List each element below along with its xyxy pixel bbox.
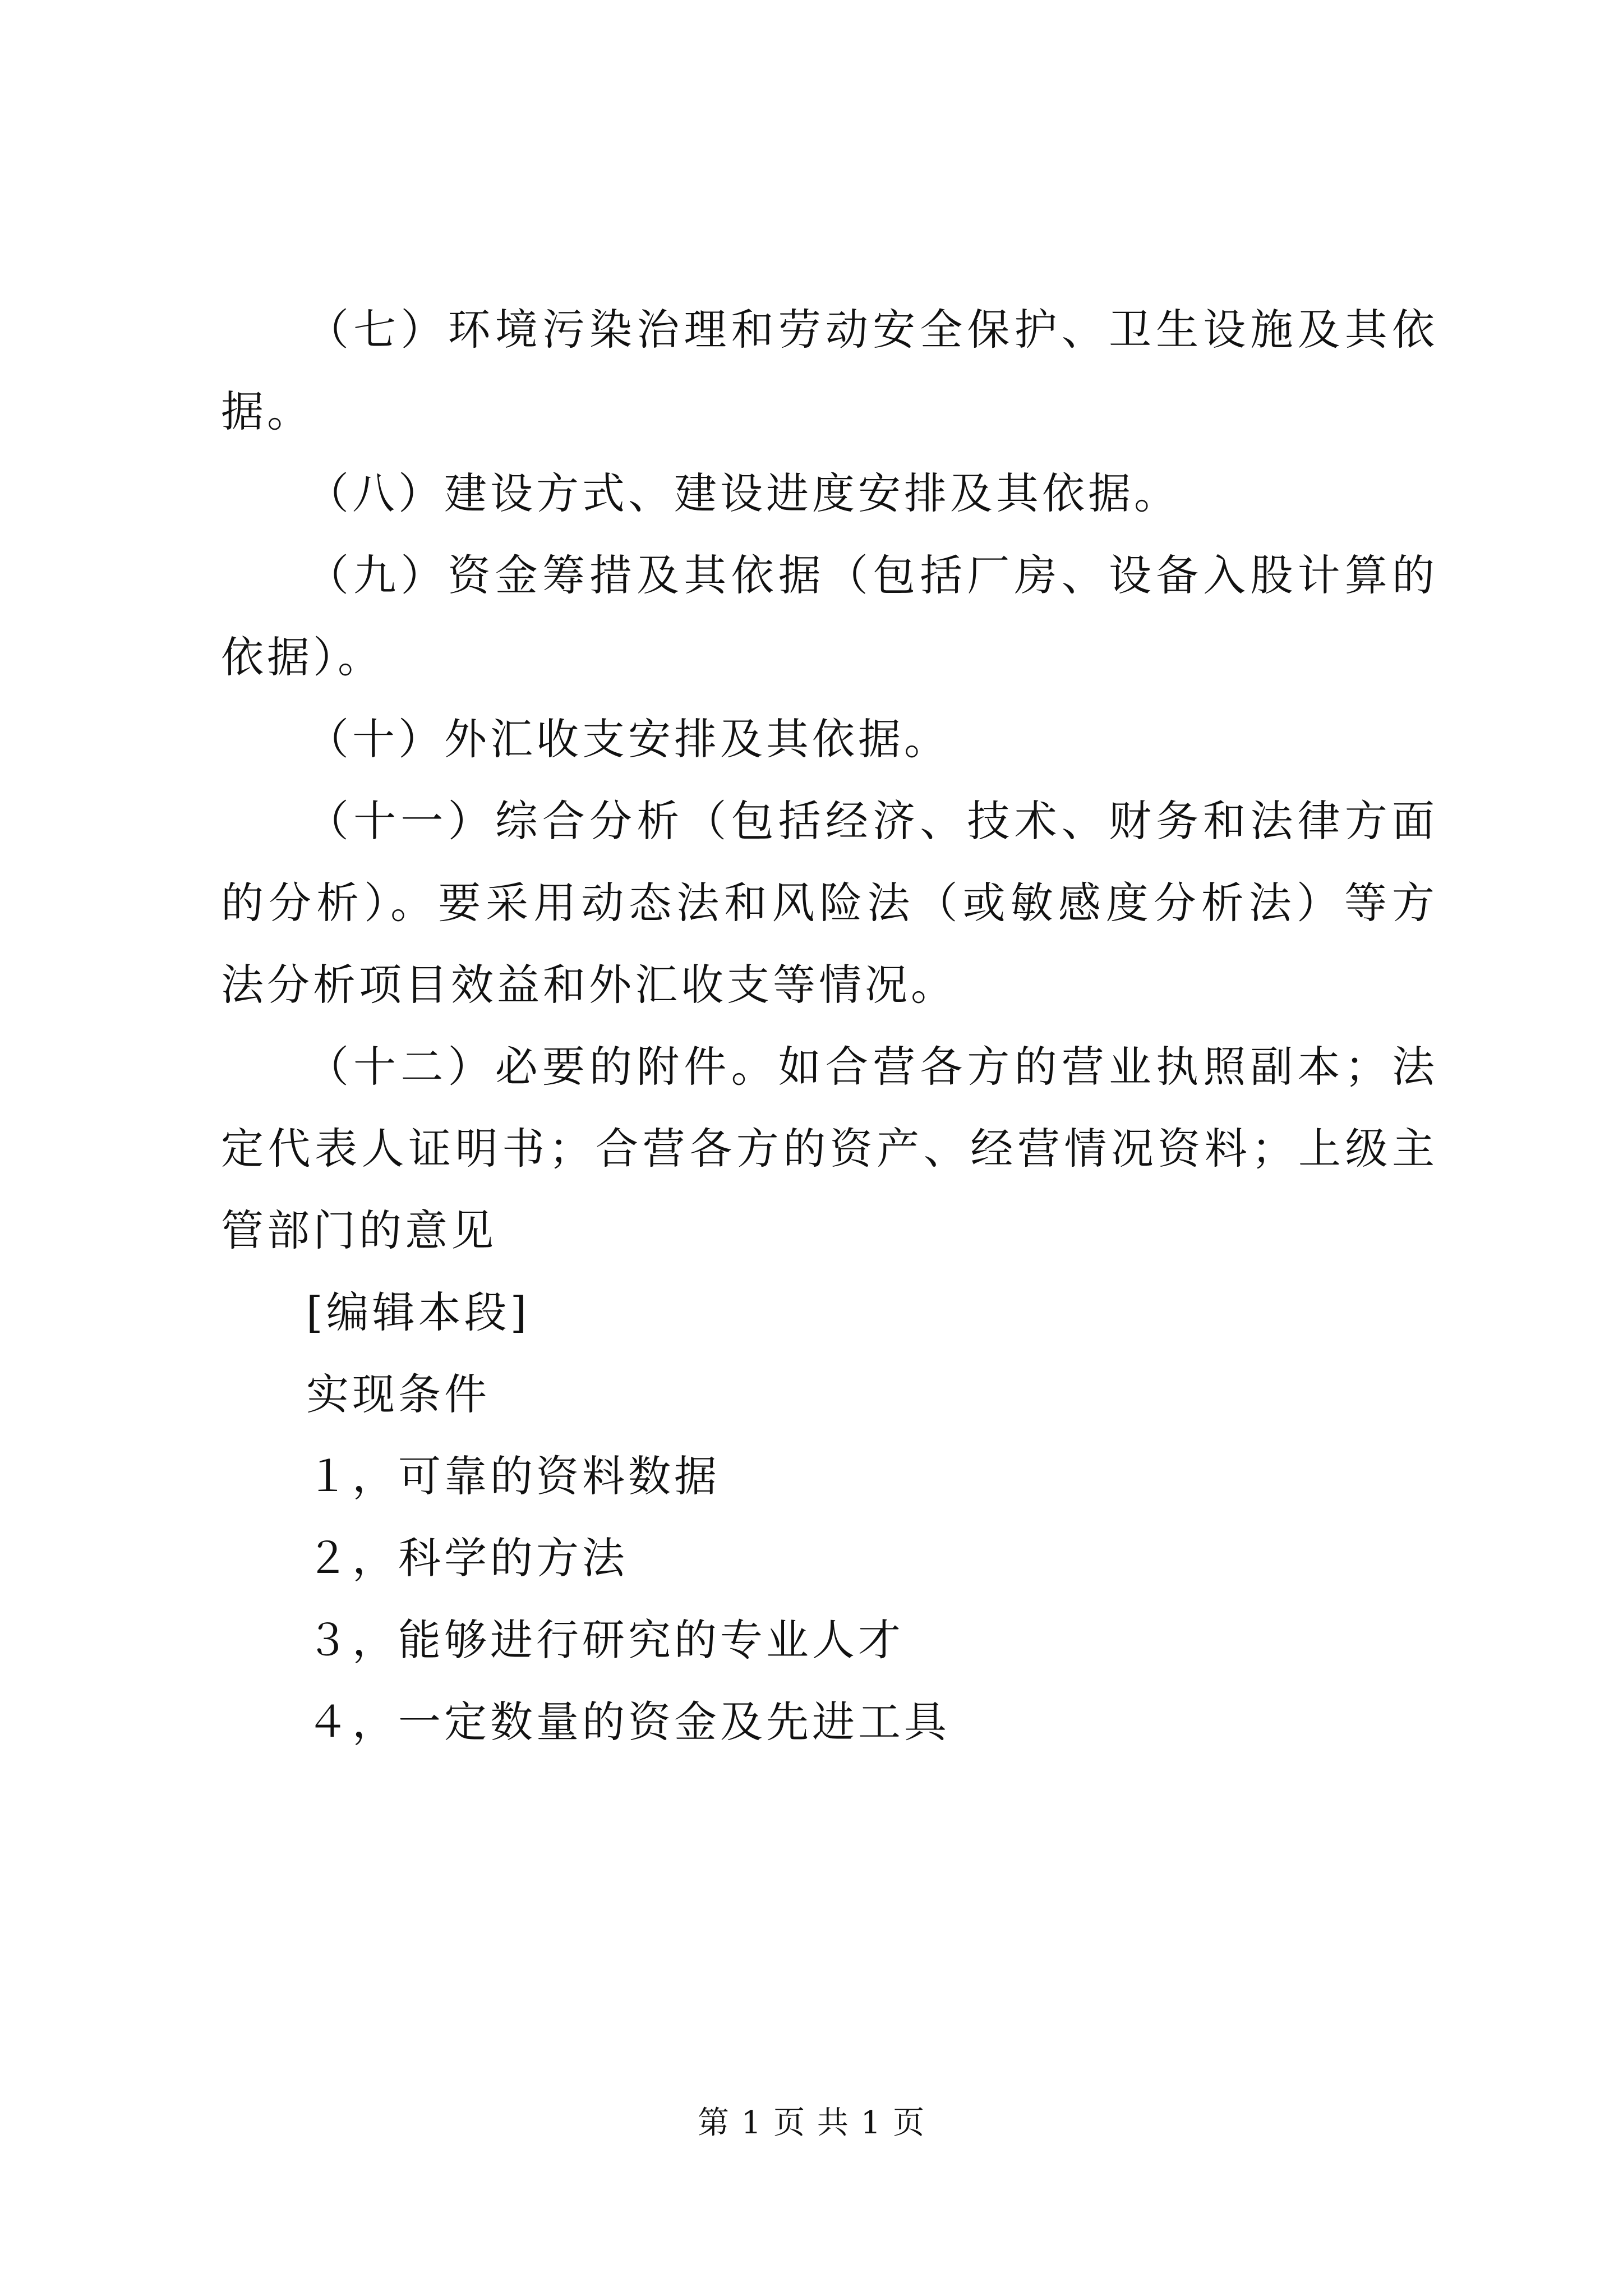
paragraph-11: （十一）综合分析（包括经济、技术、财务和法律方面的分析）。要采用动态法和风险法（或敏感度分析法）等方法分析项目效益和外汇收支等情况。 xyxy=(221,796,1438,1010)
paragraph-9: （九）资金筹措及其依据（包括厂房、设备入股计算的依据）。 xyxy=(221,550,1438,682)
paragraph-10: （十）外汇收支安排及其依据。 xyxy=(306,714,950,764)
edit-section-link[interactable]: [编辑本段] xyxy=(306,1287,531,1337)
list-item: １，可靠的资料数据 xyxy=(306,1451,720,1501)
paragraph-12: （十二）必要的附件。如合营各方的营业执照副本；法定代表人证明书；合营各方的资产、经营情况资料；上级主管部门的意见 xyxy=(221,1042,1438,1255)
document-body xyxy=(221,289,1438,1763)
paragraph-7: （七）环境污染治理和劳动安全保护、卫生设施及其依据。 xyxy=(221,305,1438,436)
list-item: ３，能够进行研究的专业人才 xyxy=(306,1615,904,1665)
list-item: ２，科学的方法 xyxy=(306,1533,628,1583)
section-heading: 实现条件 xyxy=(306,1369,490,1419)
page-footer: 第 1 页 共 1 页 xyxy=(697,2105,926,2141)
list-item: ４，一定数量的资金及先进工具 xyxy=(306,1697,950,1747)
paragraph-8: （八）建设方式、建设进度安排及其依据。 xyxy=(306,468,1180,518)
